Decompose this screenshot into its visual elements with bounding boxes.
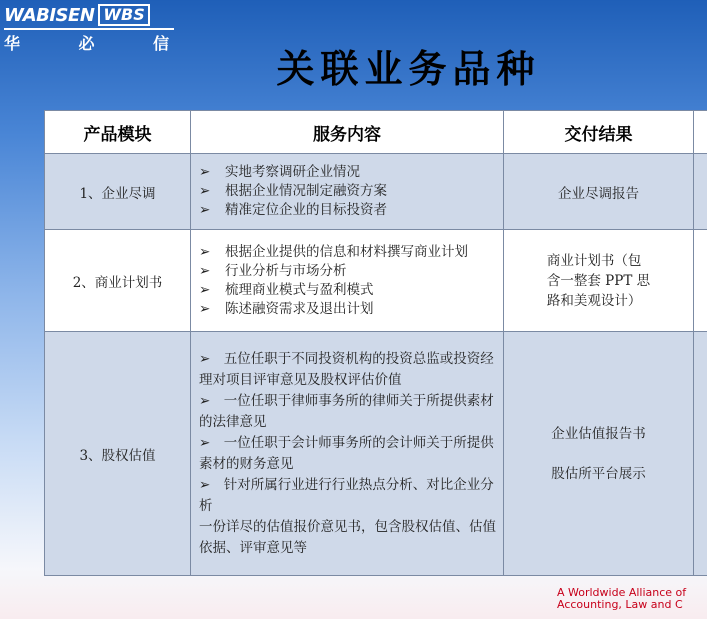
service-item: 根据企业情况制定融资方案 (225, 183, 387, 199)
result-cell (504, 332, 694, 576)
header-service: 服务内容 (191, 111, 504, 154)
service-cell (191, 332, 504, 576)
result-line: 股估所平台展示 (551, 465, 646, 482)
bullet-icon: ➢ (199, 243, 211, 260)
service-item: ➢ 针对所属行业进行行业热点分析、对比企业分析 (199, 476, 494, 514)
footer-line: Accounting, Law and C (557, 598, 683, 611)
table-header-row (45, 111, 707, 154)
logo-cn-2: 必 (78, 34, 95, 53)
service-item: 行业分析与市场分析 (225, 262, 347, 279)
header-module: 产品模块 (45, 111, 191, 154)
result-cell: 企业尽调报告 (504, 154, 694, 230)
service-item: ➢ 五位任职于不同投资机构的投资总监或投资经理对项目评审意见及股权评估价值 (199, 350, 494, 388)
bullet-icon: ➢ (199, 202, 211, 218)
extra-cell (694, 154, 707, 230)
result-cell (504, 230, 694, 332)
result-line: 商业计划书（包 (546, 252, 642, 269)
bullet-icon: ➢ (199, 262, 211, 279)
extra-cell (694, 332, 707, 576)
service-item: 陈述融资需求及退出计划 (225, 300, 374, 317)
service-item: 实地考察调研企业情况 (225, 164, 360, 180)
footer-tagline (557, 587, 707, 611)
bullet-icon: ➢ (199, 281, 211, 298)
footer-line: A Worldwide Alliance of (557, 586, 687, 599)
header-result: 交付结果 (504, 111, 694, 154)
logo-wordmark: WABISEN (4, 4, 95, 26)
logo-cn-1: 华 (4, 34, 21, 53)
table-row (45, 332, 707, 576)
bullet-icon: ➢ (199, 164, 211, 180)
logo-mark: WBS (98, 4, 149, 26)
header-extra (694, 111, 707, 154)
logo-cn-3: 信 (152, 34, 169, 53)
service-table (44, 110, 707, 576)
extra-cell (694, 230, 707, 332)
service-item: 一份详尽的估值报价意见书，包含股权估值、估值依据、评审意见等 (199, 518, 496, 556)
bullet-icon: ➢ (199, 300, 211, 317)
table-row (45, 230, 707, 332)
result-line: 企业估值报告书 (551, 425, 646, 442)
result-line: 含一整套 PPT 思 (546, 272, 651, 289)
service-cell (191, 154, 504, 230)
service-item: 根据企业提供的信息和材料撰写商业计划 (225, 243, 468, 260)
module-cell: 1、企业尽调 (45, 154, 191, 230)
service-item: 梳理商业模式与盈利模式 (225, 281, 374, 298)
service-item: 精准定位企业的目标投资者 (225, 202, 387, 218)
service-item: ➢ 一位任职于律师事务所的律师关于所提供素材的法律意见 (199, 392, 494, 430)
module-cell: 3、股权估值 (45, 332, 191, 576)
result-line: 路和美观设计） (546, 292, 642, 309)
table-row (45, 154, 707, 230)
logo-rule (4, 28, 174, 30)
bullet-icon: ➢ (199, 183, 211, 199)
module-cell: 2、商业计划书 (45, 230, 191, 332)
service-cell (191, 230, 504, 332)
service-item: ➢ 一位任职于会计师事务所的会计师关于所提供素材的财务意见 (199, 434, 494, 472)
page-title: 关联业务品种 (276, 46, 541, 91)
